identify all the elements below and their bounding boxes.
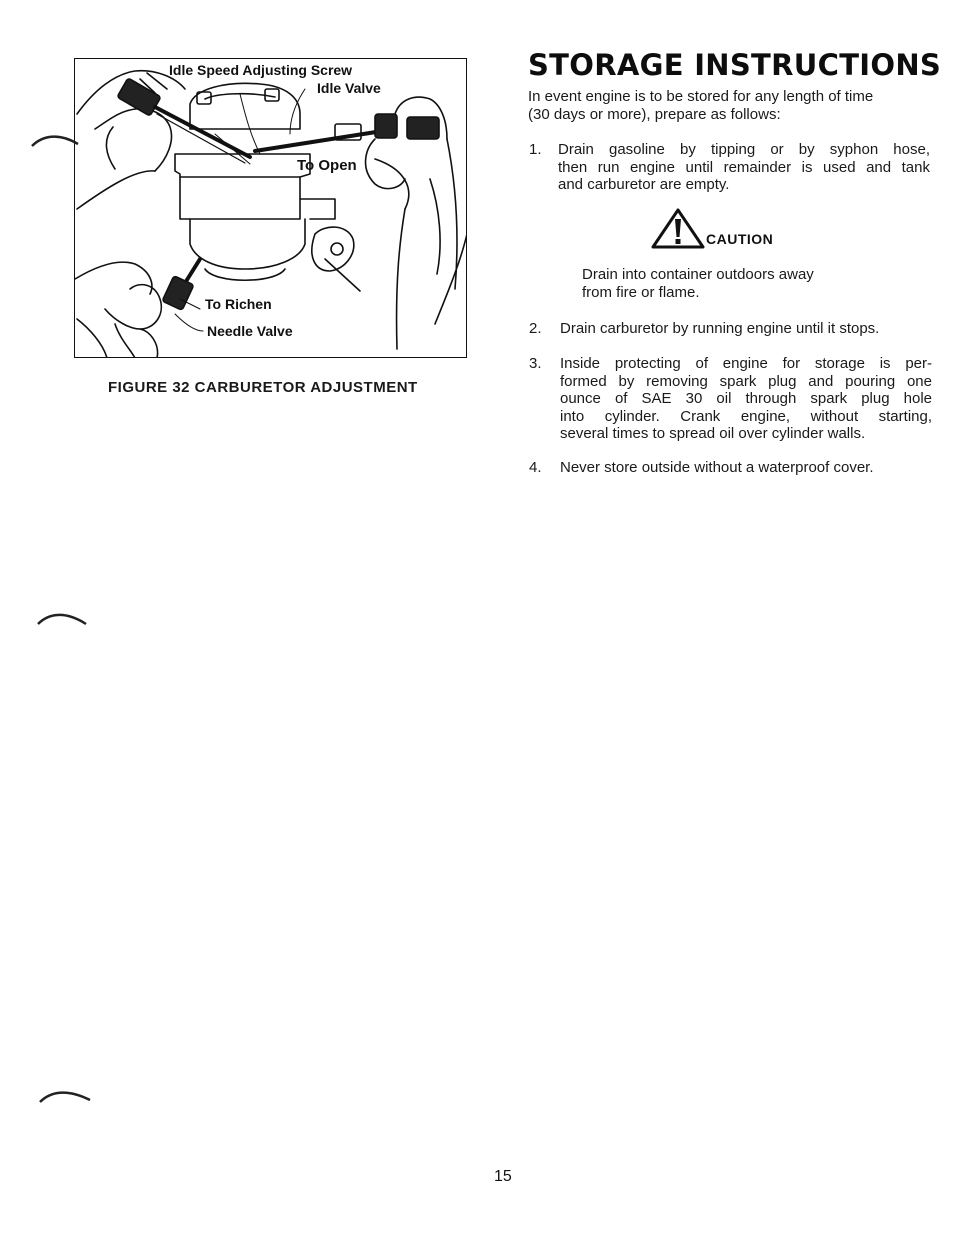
step-line: Inside protecting of engine for storage is per- bbox=[560, 355, 932, 372]
label-idle-speed-screw: Idle Speed Adjusting Screw bbox=[169, 62, 353, 78]
step-line: and carburetor are empty. bbox=[558, 176, 730, 193]
page-title: STORAGE INSTRUCTIONS bbox=[528, 48, 942, 82]
caution-line: from fire or flame. bbox=[582, 283, 700, 301]
caution-text bbox=[582, 266, 882, 301]
caution-label: CAUTION bbox=[706, 231, 774, 247]
figure-caption: FIGURE 32 CARBURETOR ADJUSTMENT bbox=[108, 379, 418, 396]
binding-mark bbox=[30, 128, 90, 150]
label-to-richen: To Richen bbox=[205, 296, 272, 312]
step-line: formed by removing spark plug and pouring one bbox=[560, 372, 932, 390]
intro-line: In event engine is to be stored for any length of time bbox=[528, 88, 874, 105]
step-line: then run engine until remainder is used and tank bbox=[558, 158, 930, 176]
step-number: 2. bbox=[529, 320, 542, 337]
page-number: 15 bbox=[494, 1168, 512, 1185]
step-text bbox=[560, 355, 932, 443]
label-to-open: To Open bbox=[297, 157, 357, 174]
caution-triangle-icon bbox=[650, 207, 706, 249]
binding-mark bbox=[38, 1084, 98, 1106]
carburetor-illustration bbox=[75, 59, 467, 358]
step-line: several times to spread oil over cylinder walls. bbox=[560, 425, 866, 442]
step-number: 3. bbox=[529, 355, 542, 372]
caution-line: Drain into container outdoors away bbox=[582, 266, 814, 283]
step-text bbox=[560, 320, 932, 338]
intro-line: (30 days or more), prepare as follows: bbox=[528, 105, 781, 123]
step-text bbox=[558, 141, 930, 194]
binding-mark bbox=[36, 606, 96, 628]
step-number: 1. bbox=[529, 141, 542, 158]
carburetor-figure bbox=[74, 58, 467, 358]
label-needle-valve: Needle Valve bbox=[207, 323, 293, 339]
intro-paragraph bbox=[528, 88, 930, 123]
step-line: into cylinder. Crank engine, without starting, bbox=[560, 407, 932, 425]
step-line: ounce of SAE 30 oil through spark plug hole bbox=[560, 390, 932, 407]
step-text bbox=[560, 459, 932, 477]
step-line: Drain gasoline by tipping or by syphon hose, bbox=[558, 141, 930, 158]
step-number: 4. bbox=[529, 459, 542, 476]
step-line: Drain carburetor by running engine until it stops. bbox=[560, 320, 880, 337]
label-idle-valve: Idle Valve bbox=[317, 80, 381, 96]
step-line: Never store outside without a waterproof cover. bbox=[560, 459, 874, 476]
